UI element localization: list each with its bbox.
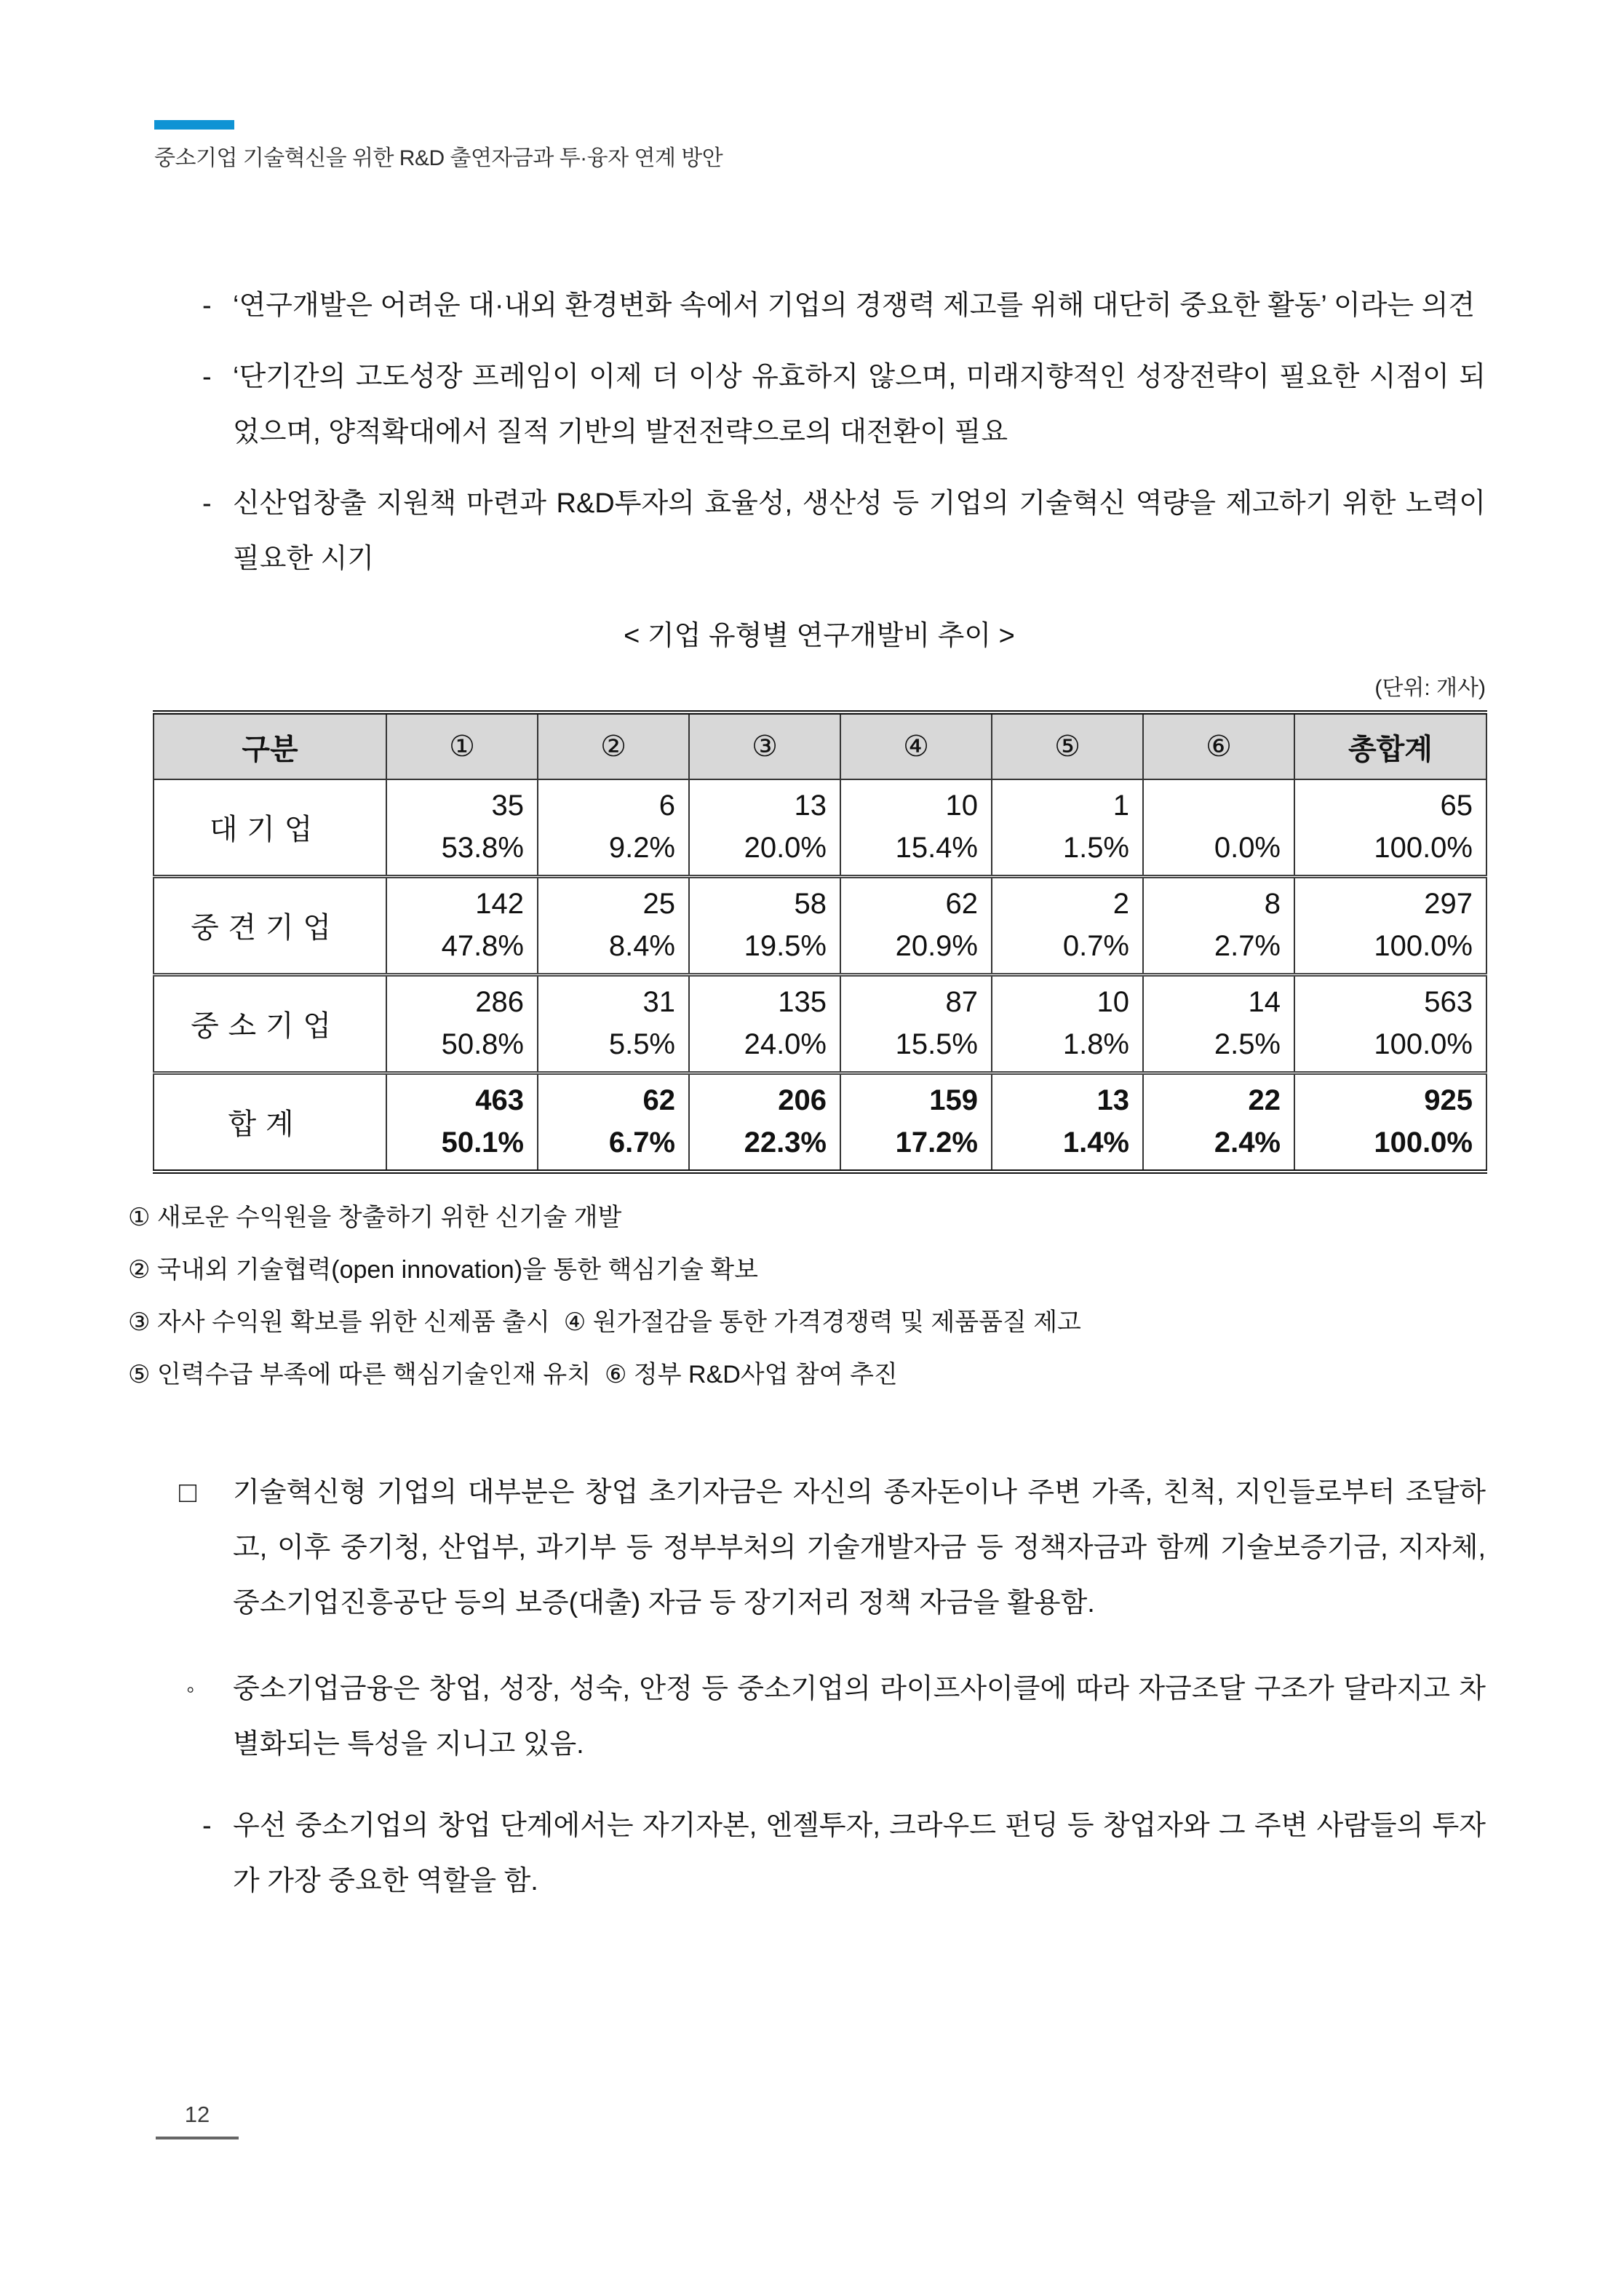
count-value: 31 (642, 986, 675, 1018)
table-header-cell: ① (386, 712, 538, 779)
table-cell (689, 877, 840, 975)
row-label: 합계 (154, 1073, 386, 1172)
percent-value: 20.9% (895, 930, 978, 962)
count-value: 925 (1424, 1084, 1473, 1116)
paragraph-text: 우선 중소기업의 창업 단계에서는 자기자본, 엔젤투자, 크라우드 펀딩 등 창업자와 그 주변 사람들의 투자가 가장 중요한 역할을 함. (233, 1811, 1486, 1896)
rnd-expense-table (153, 710, 1487, 1174)
percent-value: 15.5% (895, 1028, 978, 1060)
percent-value: 1.8% (1062, 1028, 1129, 1060)
row-label: 대기업 (154, 779, 386, 877)
table-cell (1294, 1073, 1486, 1172)
count-value: 563 (1424, 986, 1473, 1018)
count-value: 135 (778, 986, 827, 1018)
percent-value: 0.0% (1214, 832, 1281, 864)
count-value: 62 (945, 888, 978, 920)
bullet-marker: - (202, 290, 212, 321)
table-cell (1294, 877, 1486, 975)
paragraph-text: 기술혁신형 기업의 대부분은 창업 초기자금은 자신의 종자돈이나 주변 가족, 친척, 지인들로부터 조달하고, 이후 중기청, 산업부, 과기부 등 정부부처의 기술개발자금 등 정책자금과 함께 기술보증기금, 지자체, 중소기업진흥공단 등의 보증(대출) 자금 등 장기저리 정책 자금을 활용함. (233, 1477, 1486, 1618)
percent-value: 8.4% (608, 930, 675, 962)
percent-value: 100.0% (1374, 1126, 1473, 1159)
table-cell (992, 975, 1143, 1073)
paragraph (153, 1465, 1486, 1631)
page-number-rule (156, 2102, 239, 2139)
table-row (154, 779, 1486, 877)
count-value: 142 (475, 888, 524, 920)
table-cell (538, 779, 689, 877)
table-cell (992, 1073, 1143, 1172)
percent-value: 19.5% (744, 930, 827, 962)
table-cell (538, 975, 689, 1073)
table-footnotes (128, 1191, 1486, 1401)
count-value: 10 (945, 790, 978, 822)
count-value (1148, 784, 1281, 827)
table-cell (1143, 779, 1294, 877)
count-value: 297 (1424, 888, 1473, 920)
bullet-marker: - (202, 362, 212, 392)
paragraph-marker: ◦ (186, 1676, 195, 1702)
percent-value: 2.5% (1214, 1028, 1281, 1060)
table-cell (386, 779, 538, 877)
count-value: 13 (794, 790, 827, 822)
percent-value: 2.4% (1214, 1126, 1281, 1159)
percent-value: 24.0% (744, 1028, 827, 1060)
count-value: 159 (929, 1084, 978, 1116)
count-value: 25 (642, 888, 675, 920)
percent-value: 0.7% (1062, 930, 1129, 962)
count-value: 463 (475, 1084, 524, 1116)
table-header-cell: 구분 (154, 712, 386, 779)
table-header-cell: ⑥ (1143, 712, 1294, 779)
count-value: 13 (1096, 1084, 1129, 1116)
count-value: 8 (1264, 888, 1281, 920)
count-value: 1 (1112, 790, 1129, 822)
table-cell (1143, 1073, 1294, 1172)
footnote: ⑤ 인력수급 부족에 따른 핵심기술인재 유치 ⑥ 정부 R&D사업 참여 추진 (128, 1361, 898, 1388)
table-cell (386, 877, 538, 975)
count-value: 35 (491, 790, 524, 822)
count-value: 286 (475, 986, 524, 1018)
percent-value: 100.0% (1374, 930, 1473, 962)
table-cell (1143, 877, 1294, 975)
table-header-cell: ③ (689, 712, 840, 779)
percent-value: 9.2% (608, 832, 675, 864)
table-cell (538, 877, 689, 975)
percent-value: 5.5% (608, 1028, 675, 1060)
table-header-cell: ⑤ (992, 712, 1143, 779)
table-title: < 기업 유형별 연구개발비 추이 > (624, 621, 1015, 651)
count-value: 87 (945, 986, 978, 1018)
bullet-text: 신산업창출 지원책 마련과 R&D투자의 효율성, 생산성 등 기업의 기술혁신 역량을 제고하기 위한 노력이 필요한 시기 (233, 488, 1486, 574)
table-header-cell: ④ (840, 712, 992, 779)
bullet-item (153, 278, 1486, 333)
table-header-cell: 총합계 (1294, 712, 1486, 779)
percent-value: 1.5% (1062, 832, 1129, 864)
footnote: ② 국내외 기술협력(open innovation)을 통한 핵심기술 확보 (128, 1256, 758, 1284)
count-value: 6 (658, 790, 675, 822)
table-unit-label: (단위: 개사) (1374, 676, 1486, 700)
percent-value: 53.8% (441, 832, 524, 864)
table-header-cell: ② (538, 712, 689, 779)
percent-value: 50.8% (441, 1028, 524, 1060)
content-column (128, 0, 1486, 1909)
table-cell (840, 779, 992, 877)
count-value: 65 (1440, 790, 1473, 822)
table-header-row (154, 712, 1486, 779)
percent-value: 6.7% (608, 1126, 675, 1159)
page-number: 12 (184, 2102, 210, 2127)
table-cell (689, 779, 840, 877)
count-value: 58 (794, 888, 827, 920)
bullet-text: ‘연구개발은 어려운 대·내외 환경변화 속에서 기업의 경쟁력 제고를 위해 대단히 중요한 활동’ 이라는 의견 (233, 290, 1476, 321)
count-value: 62 (642, 1084, 675, 1116)
footnote: ① 새로운 수익원을 창출하기 위한 신기술 개발 (128, 1204, 622, 1231)
bullet-text: ‘단기간의 고도성장 프레임이 이제 더 이상 유효하지 않으며, 미래지향적인 성장전략이 필요한 시점이 되었으며, 양적확대에서 질적 기반의 발전전략으로의 대전환이 필요 (233, 362, 1486, 448)
percent-value: 100.0% (1374, 1028, 1473, 1060)
table-cell (1294, 779, 1486, 877)
percent-value: 22.3% (744, 1126, 827, 1159)
paragraph-marker: □ (179, 1477, 197, 1509)
table-row (154, 877, 1486, 975)
paragraph (153, 1798, 1486, 1909)
table-cell (840, 1073, 992, 1172)
bullet-item (153, 476, 1486, 587)
row-label: 중견기업 (154, 877, 386, 975)
table-cell (1143, 975, 1294, 1073)
count-value: 22 (1248, 1084, 1281, 1116)
bullet-item (153, 349, 1486, 460)
running-header-title: 중소기업 기술혁신을 위한 R&D 출연자금과 투·융자 연계 방안 (154, 146, 723, 170)
percent-value: 1.4% (1062, 1126, 1129, 1159)
paragraph-marker: - (202, 1811, 212, 1841)
percent-value: 17.2% (895, 1126, 978, 1159)
bullet-marker: - (202, 488, 212, 519)
table-row-total (154, 1073, 1486, 1172)
table-cell (689, 1073, 840, 1172)
percent-value: 20.0% (744, 832, 827, 864)
count-value: 2 (1112, 888, 1129, 920)
count-value: 206 (778, 1084, 827, 1116)
count-value: 14 (1248, 986, 1281, 1018)
percent-value: 2.7% (1214, 930, 1281, 962)
footnote: ③ 자사 수익원 확보를 위한 신제품 출시 ④ 원가절감을 통한 가격경쟁력 및 제품품질 제고 (128, 1308, 1081, 1336)
table-cell (386, 975, 538, 1073)
table-cell (538, 1073, 689, 1172)
percent-value: 100.0% (1374, 832, 1473, 864)
percent-value: 50.1% (441, 1126, 524, 1159)
paragraph (153, 1661, 1486, 1772)
table-cell (386, 1073, 538, 1172)
table-cell (992, 877, 1143, 975)
table-row (154, 975, 1486, 1073)
count-value: 10 (1096, 986, 1129, 1018)
row-label: 중소기업 (154, 975, 386, 1073)
table-cell (840, 975, 992, 1073)
percent-value: 15.4% (895, 832, 978, 864)
table-cell (1294, 975, 1486, 1073)
table-cell (689, 975, 840, 1073)
percent-value: 47.8% (441, 930, 524, 962)
table-cell (992, 779, 1143, 877)
table-cell (840, 877, 992, 975)
paragraph-text: 중소기업금융은 창업, 성장, 성숙, 안정 등 중소기업의 라이프사이클에 따라 자금조달 구조가 달라지고 차별화되는 특성을 지니고 있음. (233, 1674, 1486, 1760)
